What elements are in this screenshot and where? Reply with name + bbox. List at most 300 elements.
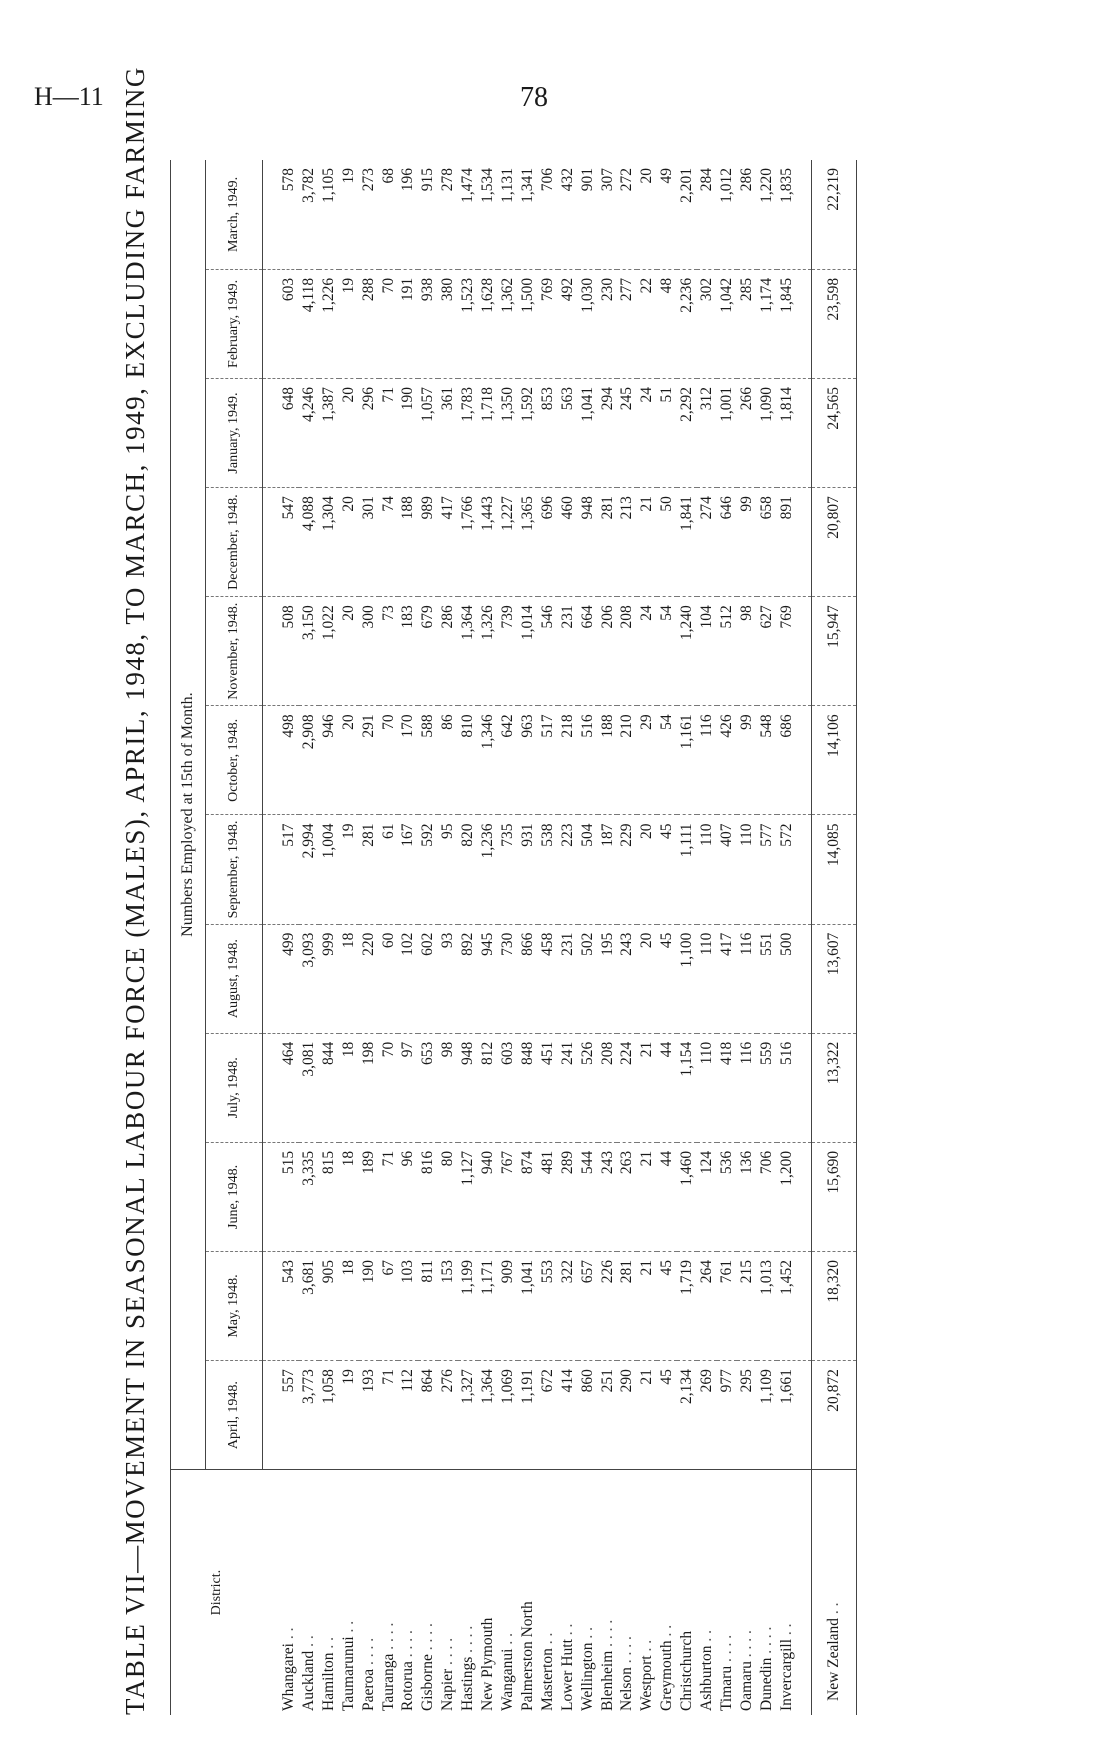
value-cell: 642	[498, 706, 518, 815]
value-cell: 18	[339, 1251, 359, 1360]
value-cell: 189	[359, 1142, 379, 1251]
leader-dots: . .	[339, 1620, 357, 1637]
value-cell: 18	[339, 924, 359, 1033]
table-total-section	[811, 160, 856, 1715]
value-cell: 1,200	[777, 1142, 811, 1251]
value-cell: 103	[398, 1251, 418, 1360]
value-cell: 24,565	[811, 378, 856, 487]
value-cell: 290	[617, 1361, 637, 1470]
value-cell: 1,766	[458, 488, 478, 597]
value-cell: 67	[379, 1251, 399, 1360]
value-cell: 504	[578, 815, 598, 924]
value-cell: 112	[398, 1361, 418, 1470]
value-cell: 208	[598, 1033, 618, 1142]
value-cell: 977	[717, 1361, 737, 1470]
value-cell: 915	[418, 160, 438, 269]
district-name: Napier	[439, 1668, 457, 1711]
leader-dots: . . . .	[359, 1637, 377, 1669]
value-cell: 648	[263, 378, 299, 487]
value-cell: 136	[737, 1142, 757, 1251]
value-cell: 294	[598, 378, 618, 487]
value-cell: 498	[263, 706, 299, 815]
value-cell: 1,105	[319, 160, 339, 269]
value-cell: 71	[379, 378, 399, 487]
value-cell: 892	[458, 924, 478, 1033]
value-cell: 278	[438, 160, 458, 269]
value-cell: 1,057	[418, 378, 438, 487]
value-cell: 3,081	[299, 1033, 319, 1142]
value-cell: 281	[359, 815, 379, 924]
value-cell: 426	[717, 706, 737, 815]
district-name: Auckland	[299, 1650, 317, 1711]
value-cell: 187	[598, 815, 618, 924]
value-cell: 274	[697, 488, 717, 597]
district-cell	[757, 1470, 777, 1715]
value-cell: 1,474	[458, 160, 478, 269]
value-cell: 245	[617, 378, 637, 487]
value-cell: 2,201	[677, 160, 697, 269]
value-cell: 1,226	[319, 269, 339, 378]
value-cell: 218	[558, 706, 578, 815]
value-cell: 170	[398, 706, 418, 815]
value-cell: 124	[697, 1142, 717, 1251]
value-cell: 4,246	[299, 378, 319, 487]
district-name: Westport	[638, 1655, 656, 1711]
value-cell: 1,240	[677, 597, 697, 706]
value-cell: 3,093	[299, 924, 319, 1033]
district-name: Invercargill	[777, 1638, 795, 1711]
value-cell: 559	[757, 1033, 777, 1142]
month-header: October, 1948.	[206, 706, 263, 815]
table-row	[578, 160, 598, 1715]
month-header: March, 1949.	[206, 160, 263, 269]
value-cell: 110	[737, 815, 757, 924]
value-cell: 24	[637, 597, 657, 706]
value-cell: 1,111	[677, 815, 697, 924]
value-cell: 1,161	[677, 706, 697, 815]
value-cell: 538	[538, 815, 558, 924]
value-cell: 526	[578, 1033, 598, 1142]
value-cell: 277	[617, 269, 637, 378]
value-cell: 1,199	[458, 1251, 478, 1360]
value-cell: 19	[339, 1361, 359, 1470]
value-cell: 70	[379, 269, 399, 378]
month-header: May, 1948.	[206, 1251, 263, 1360]
value-cell: 578	[263, 160, 299, 269]
value-cell: 190	[398, 378, 418, 487]
value-cell: 931	[518, 815, 538, 924]
value-cell: 18	[339, 1033, 359, 1142]
value-cell: 71	[379, 1142, 399, 1251]
value-cell: 1,041	[518, 1251, 538, 1360]
page-number: 78	[520, 82, 548, 113]
value-cell: 938	[418, 269, 438, 378]
value-cell: 853	[538, 378, 558, 487]
month-header: August, 1948.	[206, 924, 263, 1033]
value-cell: 515	[263, 1142, 299, 1251]
value-cell: 20	[339, 488, 359, 597]
district-name: Taumarunui	[339, 1636, 357, 1711]
value-cell: 1,341	[518, 160, 538, 269]
value-cell: 61	[379, 815, 399, 924]
district-name: Oamaru	[737, 1661, 755, 1711]
table-row	[299, 160, 319, 1715]
district-name: Tauranga	[379, 1653, 397, 1711]
table-row	[263, 160, 299, 1715]
value-cell: 1,835	[777, 160, 811, 269]
value-cell: 905	[319, 1251, 339, 1360]
value-cell: 80	[438, 1142, 458, 1251]
value-cell: 15,947	[811, 597, 856, 706]
leader-dots: . . . .	[379, 1622, 397, 1654]
value-cell: 99	[737, 706, 757, 815]
leader-dots: . . . .	[717, 1634, 735, 1666]
district-name: New Plymouth	[479, 1617, 497, 1711]
value-cell: 2,908	[299, 706, 319, 815]
table-row	[379, 160, 399, 1715]
value-cell: 198	[359, 1033, 379, 1142]
value-cell: 97	[398, 1033, 418, 1142]
value-cell: 1,814	[777, 378, 811, 487]
value-cell: 70	[379, 706, 399, 815]
value-cell: 909	[498, 1251, 518, 1360]
value-cell: 492	[558, 269, 578, 378]
value-cell: 86	[438, 706, 458, 815]
district-name: Greymouth	[658, 1640, 676, 1711]
value-cell: 1,042	[717, 269, 737, 378]
table-row	[478, 160, 498, 1715]
district-cell	[418, 1470, 438, 1715]
value-cell: 502	[578, 924, 598, 1033]
value-cell: 302	[697, 269, 717, 378]
value-cell: 464	[263, 1033, 299, 1142]
value-cell: 3,335	[299, 1142, 319, 1251]
table-row	[339, 160, 359, 1715]
value-cell: 769	[538, 269, 558, 378]
value-cell: 281	[598, 488, 618, 597]
value-cell: 71	[379, 1361, 399, 1470]
table-row	[558, 160, 578, 1715]
value-cell: 1,364	[458, 597, 478, 706]
value-cell: 276	[438, 1361, 458, 1470]
value-cell: 102	[398, 924, 418, 1033]
value-cell: 1,191	[518, 1361, 538, 1470]
district-cell	[299, 1470, 319, 1715]
value-cell: 229	[617, 815, 637, 924]
value-cell: 481	[538, 1142, 558, 1251]
district-cell	[359, 1470, 379, 1715]
value-cell: 23,598	[811, 269, 856, 378]
district-cell	[339, 1470, 359, 1715]
value-cell: 4,088	[299, 488, 319, 597]
leader-dots: . .	[299, 1635, 317, 1651]
document-id: H—11	[34, 82, 104, 111]
value-cell: 2,994	[299, 815, 319, 924]
leader-dots: . .	[578, 1627, 596, 1643]
value-cell: 22,219	[811, 160, 856, 269]
value-cell: 946	[319, 706, 339, 815]
value-cell: 557	[263, 1361, 299, 1470]
value-cell: 1,227	[498, 488, 518, 597]
leader-dots: . .	[538, 1632, 556, 1649]
value-cell: 223	[558, 815, 578, 924]
value-cell: 1,350	[498, 378, 518, 487]
value-cell: 44	[657, 1033, 677, 1142]
value-cell: 1,127	[458, 1142, 478, 1251]
value-cell: 93	[438, 924, 458, 1033]
table-row	[518, 160, 538, 1715]
district-name: New Zealand	[824, 1617, 842, 1701]
value-cell: 602	[418, 924, 438, 1033]
value-cell: 98	[438, 1033, 458, 1142]
value-cell: 14,106	[811, 706, 856, 815]
value-cell: 24	[637, 378, 657, 487]
value-cell: 251	[598, 1361, 618, 1470]
table-row	[777, 160, 811, 1715]
value-cell: 286	[737, 160, 757, 269]
value-cell: 945	[478, 924, 498, 1033]
value-cell: 679	[418, 597, 438, 706]
value-cell: 183	[398, 597, 418, 706]
value-cell: 19	[339, 269, 359, 378]
district-name: Rotorua	[399, 1661, 417, 1711]
value-cell: 20	[637, 924, 657, 1033]
value-cell: 508	[263, 597, 299, 706]
value-cell: 860	[578, 1361, 598, 1470]
district-cell	[558, 1470, 578, 1715]
value-cell: 1,100	[677, 924, 697, 1033]
value-cell: 999	[319, 924, 339, 1033]
value-cell: 195	[598, 924, 618, 1033]
leader-dots: . . . .	[439, 1637, 457, 1669]
value-cell: 300	[359, 597, 379, 706]
table-title: TABLE VII—MOVEMENT IN SEASONAL LABOUR FORCE (MALES), APRIL, 1948, TO MARCH, 1949, EXCLUDING FARMING	[120, 66, 150, 1715]
value-cell: 1,154	[677, 1033, 697, 1142]
value-cell: 273	[359, 160, 379, 269]
value-cell: 516	[578, 706, 598, 815]
table-row	[458, 160, 478, 1715]
leader-dots: . .	[658, 1624, 676, 1641]
value-cell: 20	[339, 597, 359, 706]
value-cell: 3,150	[299, 597, 319, 706]
value-cell: 739	[498, 597, 518, 706]
table-row	[538, 160, 558, 1715]
value-cell: 1,783	[458, 378, 478, 487]
value-cell: 45	[657, 815, 677, 924]
table-row	[418, 160, 438, 1715]
value-cell: 1,022	[319, 597, 339, 706]
value-cell: 432	[558, 160, 578, 269]
value-cell: 1,090	[757, 378, 777, 487]
value-cell: 1,364	[478, 1361, 498, 1470]
table-row	[438, 160, 458, 1715]
value-cell: 658	[757, 488, 777, 597]
value-cell: 672	[538, 1361, 558, 1470]
value-cell: 1,452	[777, 1251, 811, 1360]
value-cell: 1,534	[478, 160, 498, 269]
value-cell: 891	[777, 488, 811, 597]
leader-dots: . .	[279, 1627, 297, 1643]
district-name: Hamilton	[319, 1652, 337, 1711]
leader-dots: . . . .	[459, 1625, 477, 1657]
value-cell: 1,012	[717, 160, 737, 269]
value-cell: 191	[398, 269, 418, 378]
value-cell: 18,320	[811, 1251, 856, 1360]
value-cell: 264	[697, 1251, 717, 1360]
district-cell	[598, 1470, 618, 1715]
value-cell: 1,001	[717, 378, 737, 487]
value-cell: 285	[737, 269, 757, 378]
district-name: Masterton	[538, 1648, 556, 1711]
value-cell: 70	[379, 1033, 399, 1142]
value-cell: 1,004	[319, 815, 339, 924]
value-cell: 188	[398, 488, 418, 597]
value-cell: 901	[578, 160, 598, 269]
value-cell: 44	[657, 1142, 677, 1251]
district-name: Dunedin	[757, 1657, 775, 1711]
value-cell: 603	[263, 269, 299, 378]
value-cell: 864	[418, 1361, 438, 1470]
table-row	[737, 160, 757, 1715]
value-cell: 116	[697, 706, 717, 815]
table-row	[757, 160, 777, 1715]
value-cell: 99	[737, 488, 757, 597]
value-cell: 963	[518, 706, 538, 815]
district-name: Lower Hutt	[558, 1639, 576, 1711]
value-cell: 844	[319, 1033, 339, 1142]
value-cell: 3,681	[299, 1251, 319, 1360]
value-cell: 769	[777, 597, 811, 706]
table-row	[697, 160, 717, 1715]
value-cell: 20,872	[811, 1361, 856, 1470]
table-row	[498, 160, 518, 1715]
table-row	[677, 160, 697, 1715]
district-name: Wanganui	[498, 1648, 516, 1711]
table-row	[717, 160, 737, 1715]
district-name: Hastings	[459, 1656, 477, 1711]
value-cell: 196	[398, 160, 418, 269]
value-cell: 563	[558, 378, 578, 487]
value-cell: 193	[359, 1361, 379, 1470]
value-cell: 266	[737, 378, 757, 487]
value-cell: 20,807	[811, 488, 856, 597]
value-cell: 167	[398, 815, 418, 924]
value-cell: 3,782	[299, 160, 319, 269]
value-cell: 646	[717, 488, 737, 597]
value-cell: 20	[637, 815, 657, 924]
district-cell	[398, 1470, 418, 1715]
value-cell: 499	[263, 924, 299, 1033]
value-cell: 547	[263, 488, 299, 597]
value-cell: 536	[717, 1142, 737, 1251]
leader-dots: . . . .	[598, 1619, 616, 1651]
value-cell: 2,236	[677, 269, 697, 378]
value-cell: 761	[717, 1251, 737, 1360]
value-cell: 263	[617, 1142, 637, 1251]
district-cell	[578, 1470, 598, 1715]
value-cell: 224	[617, 1033, 637, 1142]
leader-dots: . .	[498, 1633, 516, 1649]
district-cell	[379, 1470, 399, 1715]
value-cell: 767	[498, 1142, 518, 1251]
month-header: July, 1948.	[206, 1033, 263, 1142]
leader-dots: . .	[558, 1623, 576, 1640]
value-cell: 874	[518, 1142, 538, 1251]
value-cell: 15,690	[811, 1142, 856, 1251]
value-cell: 301	[359, 488, 379, 597]
value-cell: 296	[359, 378, 379, 487]
value-cell: 60	[379, 924, 399, 1033]
value-cell: 516	[777, 1033, 811, 1142]
value-cell: 657	[578, 1251, 598, 1360]
value-cell: 940	[478, 1142, 498, 1251]
value-cell: 948	[458, 1033, 478, 1142]
value-cell: 500	[777, 924, 811, 1033]
value-cell: 4,118	[299, 269, 319, 378]
value-cell: 810	[458, 706, 478, 815]
table-section	[110, 66, 920, 1715]
value-cell: 1,058	[319, 1361, 339, 1470]
value-cell: 1,661	[777, 1361, 811, 1470]
value-cell: 361	[438, 378, 458, 487]
value-cell: 269	[697, 1361, 717, 1470]
table-body	[263, 160, 812, 1715]
district-name: Whangarei	[279, 1643, 297, 1711]
value-cell: 20	[339, 706, 359, 815]
value-cell: 664	[578, 597, 598, 706]
value-cell: 21	[637, 1251, 657, 1360]
value-cell: 307	[598, 160, 618, 269]
value-cell: 1,131	[498, 160, 518, 269]
value-cell: 29	[637, 706, 657, 815]
value-cell: 241	[558, 1033, 578, 1142]
district-cell	[811, 1470, 856, 1715]
value-cell: 22	[637, 269, 657, 378]
value-cell: 551	[757, 924, 777, 1033]
value-cell: 116	[737, 924, 757, 1033]
value-cell: 3,773	[299, 1361, 319, 1470]
table-row	[637, 160, 657, 1715]
value-cell: 96	[398, 1142, 418, 1251]
value-cell: 414	[558, 1361, 578, 1470]
district-cell	[637, 1470, 657, 1715]
leader-dots: . . . .	[737, 1630, 755, 1662]
value-cell: 989	[418, 488, 438, 597]
value-cell: 21	[637, 488, 657, 597]
value-cell: 653	[418, 1033, 438, 1142]
value-cell: 226	[598, 1251, 618, 1360]
value-cell: 417	[438, 488, 458, 597]
value-cell: 458	[538, 924, 558, 1033]
value-cell: 603	[498, 1033, 518, 1142]
district-cell	[538, 1470, 558, 1715]
value-cell: 295	[737, 1361, 757, 1470]
district-cell	[458, 1470, 478, 1715]
table-row	[657, 160, 677, 1715]
value-cell: 74	[379, 488, 399, 597]
value-cell: 51	[657, 378, 677, 487]
value-cell: 231	[558, 597, 578, 706]
month-header: June, 1948.	[206, 1142, 263, 1251]
value-cell: 1,592	[518, 378, 538, 487]
value-cell: 110	[697, 815, 717, 924]
district-name: Christchurch	[678, 1630, 696, 1711]
value-cell: 1,174	[757, 269, 777, 378]
value-cell: 451	[538, 1033, 558, 1142]
value-cell: 417	[717, 924, 737, 1033]
district-cell	[263, 1470, 299, 1715]
value-cell: 627	[757, 597, 777, 706]
